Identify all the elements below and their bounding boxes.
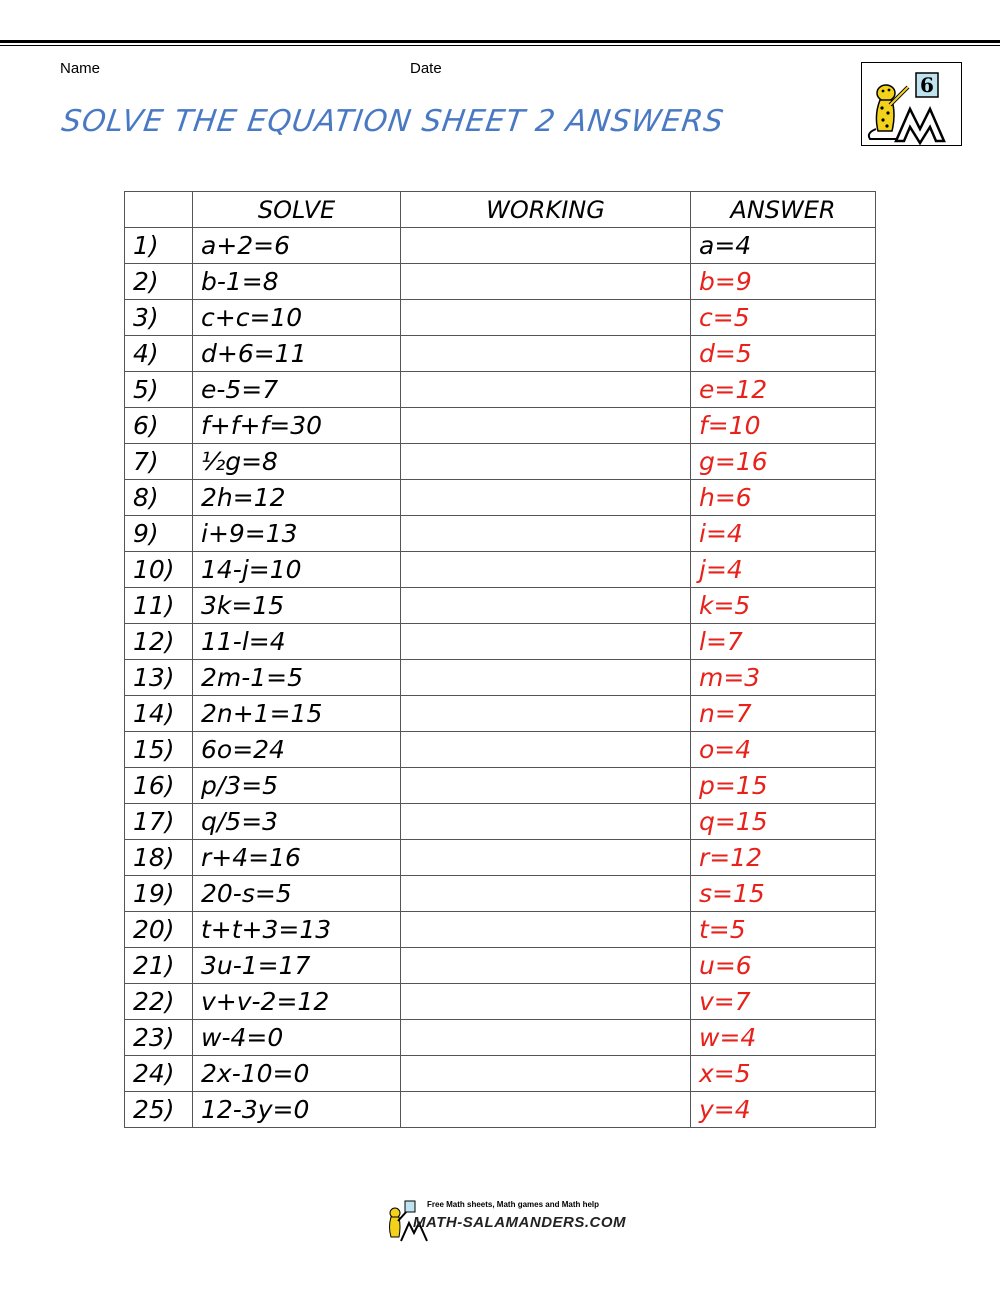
row-number: 1) [125,228,193,264]
row-number: 25) [125,1092,193,1128]
row-answer: d=5 [691,336,876,372]
footer-site-name: MATH-SALAMANDERS.COM [413,1214,627,1231]
table-row [125,624,876,660]
top-rule-thin [0,45,1000,46]
row-number: 5) [125,372,193,408]
row-number: 8) [125,480,193,516]
row-number: 11) [125,588,193,624]
row-number: 9) [125,516,193,552]
row-working-space [401,732,691,768]
table-row [125,336,876,372]
row-number: 19) [125,876,193,912]
salamander-grade-logo [861,62,962,146]
table-row [125,840,876,876]
table-row [125,408,876,444]
row-working-space [401,228,691,264]
row-number: 3) [125,300,193,336]
row-answer: a=4 [691,228,876,264]
row-equation: t+t+3=13 [193,912,401,948]
row-number: 6) [125,408,193,444]
row-answer: k=5 [691,588,876,624]
row-working-space [401,876,691,912]
row-equation: 2x-10=0 [193,1056,401,1092]
row-working-space [401,552,691,588]
table-row [125,372,876,408]
table-row [125,768,876,804]
row-equation: d+6=11 [193,336,401,372]
row-answer: i=4 [691,516,876,552]
row-answer: m=3 [691,660,876,696]
row-working-space [401,840,691,876]
footer-logo [383,1197,627,1243]
row-number: 22) [125,984,193,1020]
row-equation: 3k=15 [193,588,401,624]
row-working-space [401,624,691,660]
row-equation: v+v-2=12 [193,984,401,1020]
table-row [125,876,876,912]
row-answer: t=5 [691,912,876,948]
row-equation: 11-l=4 [193,624,401,660]
table-row [125,1020,876,1056]
row-equation: ½g=8 [193,444,401,480]
row-answer: o=4 [691,732,876,768]
row-equation: q/5=3 [193,804,401,840]
table-row [125,1056,876,1092]
row-number: 14) [125,696,193,732]
row-equation: p/3=5 [193,768,401,804]
table-row [125,660,876,696]
row-number: 23) [125,1020,193,1056]
row-working-space [401,264,691,300]
table-row [125,948,876,984]
top-rule [0,40,1000,43]
sheet-title: SOLVE THE EQUATION SHEET 2 ANSWERS [59,104,727,139]
row-answer: y=4 [691,1092,876,1128]
row-equation: 14-j=10 [193,552,401,588]
row-answer: g=16 [691,444,876,480]
row-working-space [401,372,691,408]
table-row [125,552,876,588]
row-answer: h=6 [691,480,876,516]
table-row [125,228,876,264]
row-working-space [401,912,691,948]
row-answer: q=15 [691,804,876,840]
table-row [125,444,876,480]
row-working-space [401,300,691,336]
row-working-space [401,1056,691,1092]
table-header-row [125,192,876,228]
row-working-space [401,696,691,732]
row-answer: p=15 [691,768,876,804]
row-working-space [401,804,691,840]
row-answer: u=6 [691,948,876,984]
header-solve: SOLVE [193,192,401,228]
row-equation: 2m-1=5 [193,660,401,696]
row-equation: 2h=12 [193,480,401,516]
row-number: 21) [125,948,193,984]
table-row [125,984,876,1020]
header-number [125,192,193,228]
row-equation: 20-s=5 [193,876,401,912]
row-working-space [401,336,691,372]
row-equation: e-5=7 [193,372,401,408]
row-number: 10) [125,552,193,588]
name-label: Name [60,60,101,77]
row-working-space [401,660,691,696]
row-equation: 2n+1=15 [193,696,401,732]
row-answer: n=7 [691,696,876,732]
row-equation: f+f+f=30 [193,408,401,444]
footer-tagline: Free Math sheets, Math games and Math help [427,1200,600,1209]
table-row [125,588,876,624]
row-working-space [401,984,691,1020]
row-working-space [401,1020,691,1056]
row-number: 17) [125,804,193,840]
row-working-space [401,408,691,444]
row-number: 24) [125,1056,193,1092]
row-number: 18) [125,840,193,876]
grade-number: 6 [920,73,934,97]
row-number: 20) [125,912,193,948]
table-row [125,480,876,516]
row-number: 2) [125,264,193,300]
row-equation: a+2=6 [193,228,401,264]
row-equation: 6o=24 [193,732,401,768]
row-number: 12) [125,624,193,660]
row-answer: s=15 [691,876,876,912]
row-working-space [401,948,691,984]
row-equation: i+9=13 [193,516,401,552]
row-answer: j=4 [691,552,876,588]
row-answer: l=7 [691,624,876,660]
row-number: 16) [125,768,193,804]
row-equation: 12-3y=0 [193,1092,401,1128]
row-working-space [401,588,691,624]
row-answer: b=9 [691,264,876,300]
row-equation: w-4=0 [193,1020,401,1056]
header-answer: ANSWER [691,192,876,228]
header-working: WORKING [401,192,691,228]
row-answer: v=7 [691,984,876,1020]
row-answer: w=4 [691,1020,876,1056]
table-row [125,264,876,300]
row-working-space [401,516,691,552]
row-working-space [401,1092,691,1128]
row-equation: 3u-1=17 [193,948,401,984]
row-answer: e=12 [691,372,876,408]
row-answer: x=5 [691,1056,876,1092]
table-row [125,300,876,336]
row-answer: r=12 [691,840,876,876]
row-answer: c=5 [691,300,876,336]
date-label: Date [410,60,442,77]
row-equation: r+4=16 [193,840,401,876]
row-answer: f=10 [691,408,876,444]
table-row [125,696,876,732]
row-working-space [401,444,691,480]
row-number: 7) [125,444,193,480]
row-number: 15) [125,732,193,768]
equations-table [124,191,876,1128]
row-equation: b-1=8 [193,264,401,300]
row-equation: c+c=10 [193,300,401,336]
table-row [125,804,876,840]
table-row [125,516,876,552]
row-number: 13) [125,660,193,696]
row-working-space [401,480,691,516]
row-working-space [401,768,691,804]
table-row [125,732,876,768]
row-number: 4) [125,336,193,372]
table-row [125,1092,876,1128]
table-row [125,912,876,948]
